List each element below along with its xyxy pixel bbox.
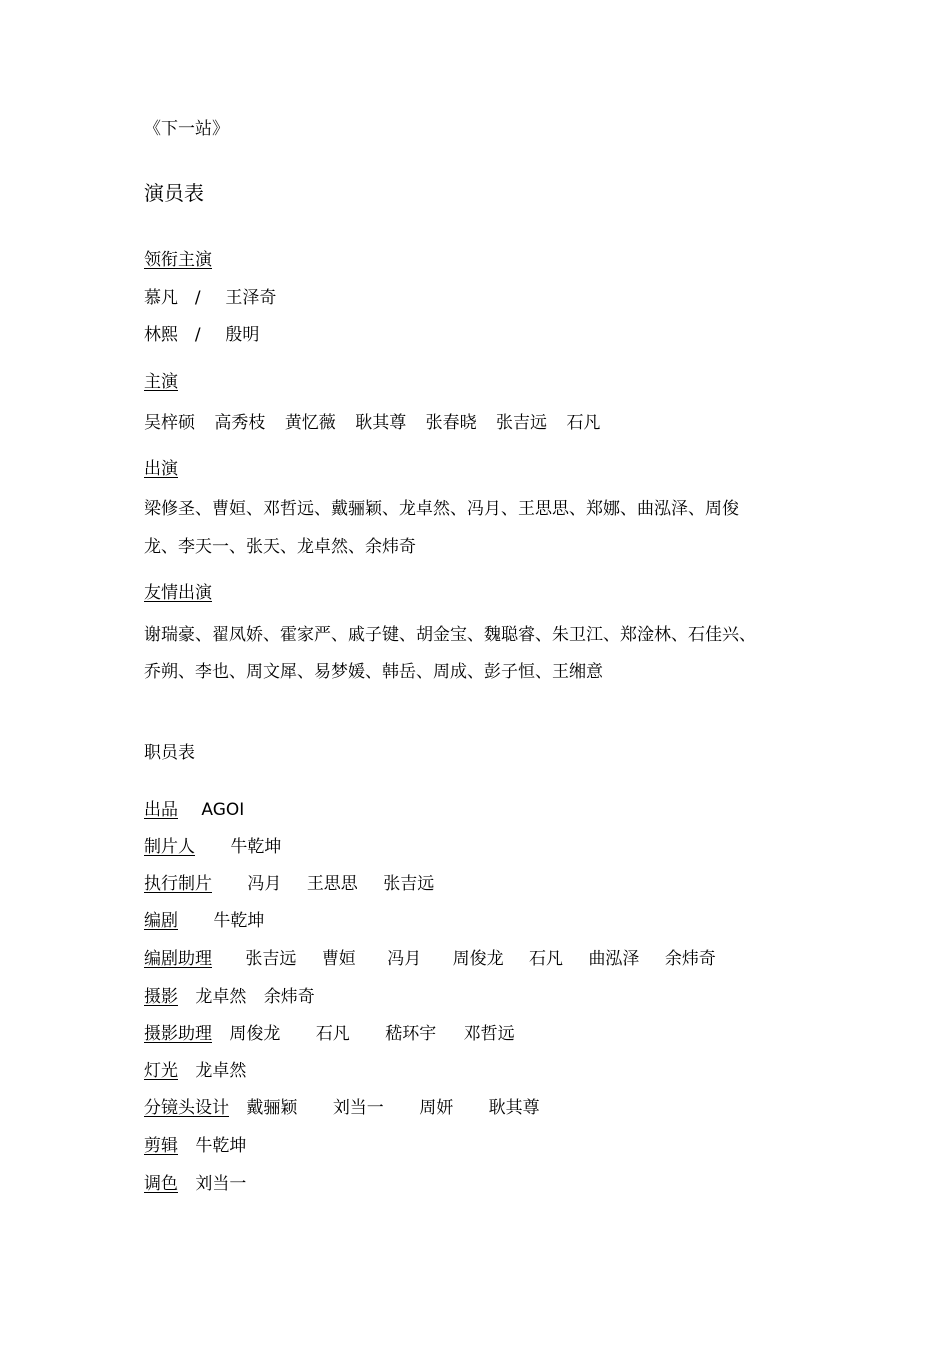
pair-separator: /	[194, 288, 201, 308]
crew-role: 剪辑	[144, 1136, 178, 1156]
crew-role: 分镜头设计	[144, 1098, 229, 1118]
crew-role: 编剧助理	[144, 949, 212, 969]
crew-name: 周妍	[419, 1098, 454, 1118]
crew-name: 曲泓泽	[588, 949, 640, 969]
cast-name: 石凡	[566, 413, 601, 433]
crew-name: 邓哲远	[463, 1024, 515, 1044]
crew-name: 牛乾坤	[195, 1136, 247, 1156]
crew-name: 冯月	[387, 949, 422, 969]
special-line-2: 乔朔、李也、周文犀、易梦媛、韩岳、周成、彭子恒、王缃意	[144, 662, 603, 682]
special-label: 友情出演	[144, 583, 212, 603]
crew-name: 曹姮	[321, 949, 356, 969]
lead-label: 领衔主演	[144, 250, 212, 270]
crew-row-writer	[144, 910, 264, 932]
actor-name: 殷明	[225, 325, 260, 345]
lead-pair-1	[144, 287, 276, 309]
crew-heading: 职员表	[144, 743, 195, 763]
main-label: 主演	[144, 372, 178, 392]
crew-role: 摄影	[144, 987, 178, 1007]
crew-name: 余炜奇	[664, 949, 716, 969]
cast-name: 张春晓	[425, 413, 477, 433]
crew-role: 制片人	[144, 837, 195, 857]
role-name: 慕凡	[144, 288, 178, 308]
crew-name: 冯月	[247, 874, 282, 894]
crew-role: 出品	[144, 800, 178, 820]
cast-name: 吴梓硕	[144, 413, 195, 433]
crew-name: 龙卓然	[195, 1061, 247, 1081]
crew-name: 刘当一	[332, 1098, 384, 1118]
crew-row-lighting	[144, 1060, 246, 1082]
crew-name: AGOI	[201, 800, 245, 820]
crew-role: 编剧	[144, 911, 178, 931]
cast-name: 高秀枝	[214, 413, 266, 433]
crew-name: 刘当一	[195, 1174, 247, 1194]
cast-heading: 演员表	[144, 181, 204, 205]
crew-name: 戴骊颖	[246, 1098, 298, 1118]
crew-name: 余炜奇	[263, 987, 315, 1007]
crew-name: 牛乾坤	[230, 837, 282, 857]
crew-row-exec-producer	[144, 873, 434, 895]
film-title: 《下一站》	[144, 119, 229, 139]
crew-role: 执行制片	[144, 874, 212, 894]
crew-name: 耿其尊	[488, 1098, 540, 1118]
crew-role: 调色	[144, 1174, 178, 1194]
crew-name: 龙卓然	[195, 987, 247, 1007]
crew-row-writer-assistant	[144, 948, 716, 970]
cast-name: 张吉远	[496, 413, 548, 433]
crew-name: 石凡	[315, 1024, 350, 1044]
cast-name: 黄忆薇	[284, 413, 336, 433]
crew-role: 摄影助理	[144, 1024, 212, 1044]
lead-pair-2	[144, 324, 259, 346]
special-line-1: 谢瑞豪、翟凤娇、霍家严、戚子键、胡金宝、魏聪睿、朱卫江、郑淦林、石佳兴、	[144, 625, 756, 645]
crew-name: 王思思	[306, 874, 358, 894]
crew-row-camera-assistant	[144, 1023, 515, 1045]
crew-role: 灯光	[144, 1061, 178, 1081]
main-names	[144, 412, 600, 434]
featuring-label: 出演	[144, 459, 178, 479]
featuring-line-2: 龙、李天一、张天、龙卓然、余炜奇	[144, 537, 416, 557]
crew-name: 周俊龙	[452, 949, 504, 969]
crew-name: 张吉远	[383, 874, 435, 894]
cast-name: 耿其尊	[355, 413, 407, 433]
crew-row-producer-by	[144, 799, 244, 821]
featuring-line-1: 梁修圣、曹姮、邓哲远、戴骊颖、龙卓然、冯月、王思思、郑娜、曲泓泽、周俊	[144, 499, 739, 519]
crew-name: 石凡	[529, 949, 564, 969]
crew-row-storyboard	[144, 1097, 540, 1119]
crew-name: 张吉远	[245, 949, 297, 969]
crew-row-camera	[144, 986, 315, 1008]
crew-row-editing	[144, 1135, 246, 1157]
role-name: 林熙	[144, 325, 178, 345]
crew-name: 周俊龙	[229, 1024, 281, 1044]
crew-row-producer	[144, 836, 281, 858]
crew-row-grading	[144, 1173, 246, 1195]
crew-name: 嵇环宇	[385, 1024, 437, 1044]
crew-name: 牛乾坤	[213, 911, 265, 931]
pair-separator: /	[194, 325, 201, 345]
actor-name: 王泽奇	[225, 288, 277, 308]
